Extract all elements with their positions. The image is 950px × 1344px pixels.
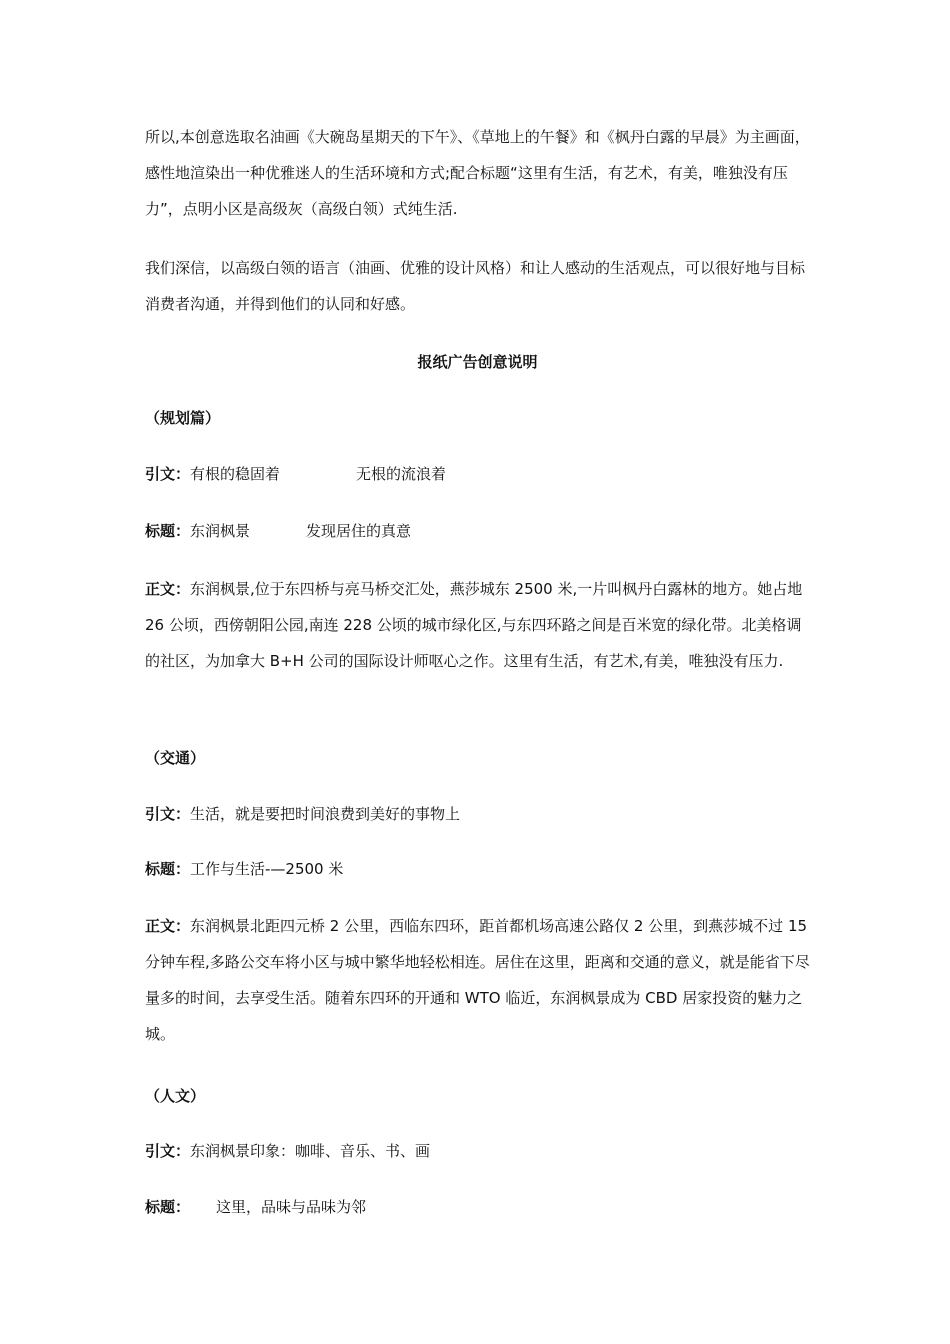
title-text-b: 发现居住的真意 <box>306 522 412 540</box>
planning-heading: （规划篇） <box>145 409 221 427</box>
quote-label: 引文： <box>145 1142 191 1160</box>
intro-paragraph-2: 我们深信，以高级白领的语言（油画、优雅的设计风格）和让人感动的生活观点，可以很好地与目标消费者沟通，并得到他们的认同和好感。 <box>145 259 806 313</box>
body-label: 正文： <box>145 580 191 598</box>
title-text: 这里，品味与品味为邻 <box>216 1198 367 1216</box>
quote-text-b: 无根的流浪着 <box>356 465 447 483</box>
intro-paragraph-1: 所以,本创意选取名油画《大碗岛星期天的下午》、《草地上的午餐》和《枫丹白露的早晨》为主画面，感性地渲染出一种优雅迷人的生活环境和方式;配合标题“这里有生活，有艺术，有美，唯独没有压力”，点明小区是高级灰（高级白领）式纯生活. <box>145 128 810 218</box>
body-text: 东润枫景,位于东四桥与亮马桥交汇处，燕莎城东 2500 米,一片叫枫丹白露林的地方。她占地 26 公顷，西傍朝阳公园,南连 228 公顷的城市绿化区,与东四环路之间是百米宽的绿化带。北美格调的社区，为加拿大 B+H 公司的国际设计师呕心之作。这里有生活，有艺术,有美，唯独没有压力. <box>145 580 803 670</box>
title-text: 工作与生活-—2500 米 <box>190 860 344 878</box>
planning-title <box>145 521 411 541</box>
quote-text: 东润枫景印象：咖啡、音乐、书、画 <box>190 1142 431 1160</box>
quote-text: 生活，就是要把时间浪费到美好的事物上 <box>190 805 461 823</box>
quote-text-a: 有根的稳固着 <box>190 465 281 483</box>
title-label: 标题： <box>145 522 191 540</box>
quote-label: 引文： <box>145 465 191 483</box>
culture-quote <box>145 1141 430 1161</box>
body-label: 正文： <box>145 917 191 935</box>
culture-title <box>145 1197 366 1217</box>
quote-label: 引文： <box>145 805 191 823</box>
title-label: 标题： <box>145 1198 191 1216</box>
title-label: 标题： <box>145 860 191 878</box>
planning-quote <box>145 464 446 484</box>
planning-body <box>145 571 810 679</box>
title-text-a: 东润枫景 <box>190 522 251 540</box>
traffic-body <box>145 908 810 1052</box>
traffic-quote <box>145 804 460 824</box>
section-title: 报纸广告创意说明 <box>417 353 538 371</box>
culture-heading: （人文） <box>145 1087 206 1105</box>
body-text: 东润枫景北距四元桥 2 公里，西临东四环，距首都机场高速公路仅 2 公里，到燕莎城不过 15 分钟车程,多路公交车将小区与城中繁华地轻松相连。居住在这里，距离和交通的意义，就是能省下尽量多的时间，去享受生活。随着东四环的开通和 WTO 临近，东润枫景成为 CBD 居家投资的魅力之城。 <box>145 917 810 1043</box>
traffic-heading: （交通） <box>145 749 206 767</box>
traffic-title <box>145 859 343 879</box>
